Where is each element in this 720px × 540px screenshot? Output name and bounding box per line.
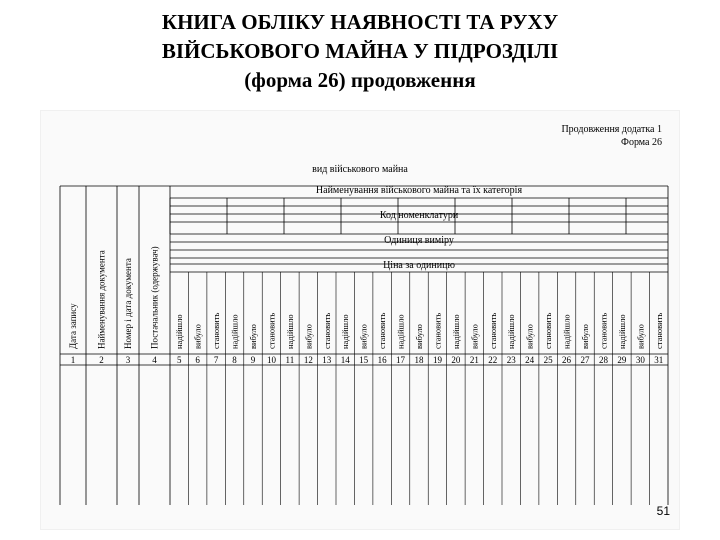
left-column-label: Дата запису: [68, 303, 78, 349]
group-column-label: вибуло: [192, 324, 203, 349]
group-column-label: вибуло: [303, 324, 314, 349]
column-number: 8: [232, 355, 237, 365]
column-number: 25: [543, 355, 553, 365]
form-table: [40, 110, 680, 530]
column-number: 2: [99, 355, 104, 365]
group-column-label: вибуло: [580, 324, 590, 349]
group-column-label: вибуло: [635, 324, 646, 349]
annex-label: Продовження додатка 1: [561, 124, 662, 135]
column-number: 21: [469, 355, 479, 365]
group-column-label: надійшло: [174, 314, 185, 349]
column-number: 12: [303, 355, 313, 365]
group-column-label: надійшло: [229, 314, 240, 349]
group-column-label: вибуло: [414, 324, 424, 349]
column-number: 16: [377, 355, 387, 365]
group-column-label: надійшло: [506, 314, 517, 349]
column-number: 29: [617, 355, 627, 365]
form-label: Форма 26: [621, 137, 662, 148]
column-number: 3: [125, 355, 131, 365]
group-column-label: надійшло: [616, 314, 627, 349]
column-number: 22: [488, 355, 498, 365]
column-number-row: [71, 355, 664, 365]
column-number: 1: [70, 355, 76, 365]
left-column-label: Номер і дата документа: [123, 258, 133, 349]
group-column-label: становить: [377, 312, 388, 349]
group-column-label: вибуло: [524, 324, 535, 349]
group-column-label: становить: [211, 312, 222, 349]
form-scan: [40, 110, 680, 530]
group-column-label: становить: [432, 312, 443, 349]
column-number: 5: [176, 355, 182, 365]
column-number: 13: [322, 355, 332, 365]
group-column-label: становить: [543, 312, 554, 349]
column-number: 31: [654, 355, 664, 365]
column-number: 18: [414, 355, 424, 365]
group-column-label: становить: [653, 312, 664, 349]
header-row-label: Одиниця виміру: [384, 235, 454, 246]
header-row-label: Код номенклатури: [379, 210, 459, 221]
title-line-2: ВІЙСЬКОВОГО МАЙНА У ПІДРОЗДІЛІ: [161, 39, 559, 63]
column-number: 19: [432, 355, 442, 365]
group-column-label: надійшло: [450, 314, 461, 349]
group-column-label: вибуло: [469, 324, 480, 349]
header-row-label: Найменування військового майна та їх категорія: [315, 185, 523, 196]
group-column-label: надійшло: [561, 314, 572, 349]
column-number: 20: [451, 355, 461, 365]
column-number: 30: [635, 355, 645, 365]
group-column-label: становить: [266, 312, 277, 349]
title-line-1: КНИГА ОБЛІКУ НАЯВНОСТІ ТА РУХУ: [161, 10, 559, 34]
column-number: 23: [506, 355, 516, 365]
column-number: 4: [152, 355, 157, 365]
group-column-headers: [174, 313, 664, 349]
column-number: 17: [396, 355, 406, 365]
column-number: 10: [266, 355, 276, 365]
column-number: 27: [580, 355, 590, 365]
slide-title: [0, 8, 720, 95]
group-column-label: становить: [598, 312, 609, 349]
group-column-label: надійшло: [284, 314, 295, 349]
group-column-label: вибуло: [248, 324, 258, 349]
column-number: 11: [285, 355, 295, 365]
title-line-3: (форма 26) продовження: [244, 68, 476, 92]
header-row-label: Ціна за одиницю: [383, 260, 455, 271]
column-number: 24: [525, 355, 535, 365]
column-number: 28: [598, 355, 608, 365]
column-number: 15: [359, 355, 369, 365]
column-number: 14: [340, 355, 350, 365]
page-number: 51: [656, 504, 670, 518]
column-number: 7: [213, 355, 219, 365]
group-column-label: надійшло: [395, 314, 406, 349]
column-number: 26: [562, 355, 572, 365]
column-number: 6: [195, 355, 200, 365]
group-column-label: становить: [321, 312, 332, 349]
left-column-label: Постачальник (одержувач): [149, 246, 160, 349]
left-column-label: Найменування документа: [96, 250, 107, 349]
group-column-label: становить: [487, 312, 498, 349]
column-number: 9: [250, 355, 256, 365]
left-column-headers: [68, 246, 160, 349]
group-column-label: надійшло: [340, 314, 351, 349]
property-type-label: вид військового майна: [312, 164, 408, 175]
group-column-label: вибуло: [358, 324, 369, 349]
